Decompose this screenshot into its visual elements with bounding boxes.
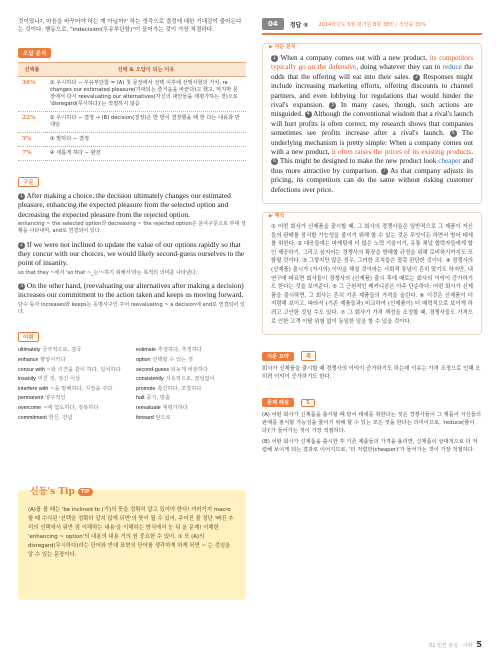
- question-number: 04: [262, 18, 284, 30]
- left-column: [18, 18, 246, 422]
- structure-section: [18, 169, 246, 316]
- vocab-item: consistently 지속적으로, 끊임없이: [136, 376, 215, 383]
- sentence-number-icon: 1: [19, 192, 24, 199]
- answer-label: 정답 ⑤: [289, 21, 309, 29]
- vocab-item: concur with ~와 의견을 같이 하다, 일치하다: [18, 366, 121, 373]
- sentence-number-icon: 7: [382, 167, 386, 174]
- table-row: [18, 133, 246, 147]
- sentence-number-icon: 3: [19, 282, 24, 289]
- vocab-item: reevaluate 재평가하다: [136, 404, 189, 411]
- vocab-item: halt 중지, 멈춤: [136, 395, 171, 402]
- page-number: 5: [476, 640, 482, 649]
- vocab-list: [18, 347, 246, 422]
- sentence-number-icon: 2: [19, 241, 24, 248]
- error-analysis-table: [18, 62, 246, 161]
- solution-section: [262, 389, 482, 454]
- passage-label: ▶ 지문 분석: [269, 44, 296, 50]
- right-column: [262, 18, 482, 454]
- structure-note-3: 단수 동사 increases와 keeps는 동명사구인 주어 reevaluating ~ a decision에 and로 연결되어 있다.: [18, 301, 245, 315]
- sentence-number-icon: 4: [306, 111, 310, 118]
- vocab-item: ultimately 궁극적으로, 결국: [18, 347, 82, 354]
- footer-label: 01 빈칸 완성 · 어휘: [429, 643, 473, 649]
- vocab-item: promote 촉진하다, 조장하다: [136, 385, 202, 392]
- gist-section: [262, 343, 482, 381]
- error-analysis-tag: 오답 분석: [18, 48, 51, 58]
- rate-cell: 36%: [18, 77, 46, 112]
- tip-title: 신동's Tip TIP: [30, 484, 93, 497]
- passage-box: [262, 43, 482, 204]
- question-header: [262, 18, 482, 35]
- solution-text-a: (A) 어떤 회사가 신제품을 출시할 때 방어 태세를 취한다는 것은 경쟁사들이 그 제품이 자신들의 판매를 잠식할 가능성을 줄이기 위해 할 수 있는 모든 것을 한다는 의미이므로, 'reduce(줄이다)'가 들어가는 것이 가장 적절하다.: [262, 412, 481, 435]
- table-row: [18, 112, 246, 133]
- intro-text: 것이었나?, 마음을 바꾸어야 하는 게 아닐까?' 하는 생각으로 결정에 대한 기대감이 줄어든다는 것이다. 행동으로, "indecision(우유부단함)"이 들어가는 것이 가장 적절하다.: [18, 19, 242, 33]
- vocab-item: forward 앞으로: [136, 414, 171, 421]
- reason-cell: ② 우시하다 − 결정 → (B) decision(결정)은 반 방이 결정했을 때 한 다는 내용과 반대임: [46, 112, 246, 133]
- reason-cell: ① 우시하다 − 우유부단함 = (A) 첫 문장에서 선택 이후에 선택사항의 가치, re changes our estimated pleasure(기대되는 즐거움을 바꾼다)고 했고, 마지막 문장에서 다시 reevaluating our alternatives(자신의 대안들을 재평가하는 것)으로 'disregard(무시하다)'는 적절하지 않음: [46, 77, 246, 112]
- error-analysis-section: [18, 40, 246, 161]
- structure-note-2: so that they ~에서 'so that ~_는'~하기 위해서'라는 목적의 의미를 나타낸다.: [18, 269, 198, 276]
- structure-sentence-3: 3 On the other hand, (reevaluating our alternatives after making a decision) increases our commitment to the action taken and keeps us moving forward.: [18, 281, 244, 300]
- question-source: 2014학년도 6월 평가원 B형 38번 / 정답률 35%: [318, 21, 427, 28]
- structure-note-1: enhancing ~ the selected option과 decreasing ~ the rejected option은 분사구문으로 부대 상황을 나타내며, and로 연결되어 있다.: [18, 220, 246, 235]
- vocab-item: option 선택할 수 있는 것: [136, 357, 193, 363]
- solution-text-b: (B) 어떤 회사가 신제품을 출시한 후 기존 제품들의 가격을 올리면, 신제품이 상대적으로 더 저렴해 보이게 되는 결과로 이어지므로, '더 저렴한(cheaper)'가 들어가는 것이 가장 적절하다.: [262, 439, 478, 454]
- vocab-item: overcome ~에 압도하다, 정복하다: [18, 404, 99, 411]
- solution-label: 문제 해설: [262, 398, 294, 407]
- reason-cell: ③ 발하다 − 결정: [46, 133, 246, 147]
- translation-text: ① 어떤 회사가 신제품을 출시할 때, 그 회사의 경쟁사들은 일반적으로 그 제품이 자신들의 판매를 잠식할 가능성을 줄이기 위해 할 수 있는 것은 무엇이든 하면서 방어 태세를 취한다. ② 대응들에는 마케팅에 더 많은 노력 기울이기, 유통 채널 협력자들에게 할인 제공하기, 그리고 심지어는 경쟁사의 확장을 방해할 규정을 위해 로비하기까지도 포함될 것이다. ③ 그렇지만 많은 경우, 그러한 조치들은 잘못 판단한 것이다. ④ 경쟁사의 (신제품) 출시가 (자사의) 이익을 해칠 것이라는 사회적 통념이 흔히 맞기도 하지만, 내 연구에 따르면 회사들이 경쟁사의 (신제품) 출시 후에 때로는 회사의 이익이 증가하기도 한다는 것을 보여준다. ⑤ 그 근원적인 메커니즘은 아주 단순하다: 어떤 회사가 신제품을 출시하면, 그 회사는 흔히 기존 제품들의 가격을 올린다. ⑥ 이것은 신제품이 더 저렴해 보이고, 따라서 (기존 제품들과) 비교하여 (신제품이) 더 매력적으로 보이게 하려고 고안한 것일 수도 있다. ⑦ 그 회사가 가격 책정을 조정할 때, 경쟁사들도 가격으로 인한 고객 이탈 위험 없이 동일한 일을 할 수 있을 것이다.: [271, 224, 474, 325]
- sentence-number-icon: 3: [330, 101, 335, 108]
- translation-box: [262, 212, 482, 335]
- structure-sentence-2: 2 If we were not inclined to update the value of our options rapidly so that they concur with our choices, we would likely second-guess ourselves to the point of insanity.: [18, 239, 245, 268]
- page-footer: [429, 640, 482, 649]
- vocab-tag: 어휘: [18, 332, 39, 342]
- table-header-rate: 선택률: [18, 63, 46, 77]
- structure-tag: 구문: [18, 177, 39, 187]
- vocab-item: permanent 영구적인: [18, 395, 66, 402]
- vocab-item: estimate 추정하다, 추정하다: [136, 347, 203, 354]
- passage-text: 1 When a company comes out with a new product, its competitors typically go on the defensive, doing whatever they can to reduce the odds that the offering will eat into their sales. 2 Responses might include increasing marketing efforts, offering discounts to channel partners, and even lobbying for regulations that would hinder the rival's expansion. 3 In many cases, though, such actions are misguided. 4 Although the conventional wisdom that a rival's launch will hurt profits is often correct, my research shows that companies sometimes see profits increase after a rival's launch. 5 The underlying mechanism is pretty simple: When a company comes out with a new product, it often raises the prices of its existing products. 6 This might be designed to make the new product look cheaper and thus more attractive by comparison. 7 As that company adjusts its pricing, its competitors can do the same without risking customer defections over price.: [271, 54, 473, 194]
- reason-cell: ④ 세롭게 하다 − 완전: [46, 147, 246, 161]
- vocab-item: interfere with ~을 방해하다, 지장을 주다: [18, 385, 113, 392]
- rate-cell: 5%: [18, 133, 46, 147]
- vocab-section: [18, 324, 246, 422]
- table-row: [18, 77, 246, 112]
- tip-badge: TIP: [78, 488, 93, 496]
- vocab-item: enhance 향상시키다: [18, 357, 66, 363]
- table-row: [18, 147, 246, 161]
- gist-label: 지문 요약: [262, 352, 294, 361]
- table-header-reason: 선택 & 오답이 되는 이유: [46, 63, 246, 77]
- sentence-number-icon: 2: [414, 73, 419, 80]
- solution-badge: 5: [301, 399, 315, 407]
- sentence-number-icon: 5: [451, 130, 455, 137]
- vocab-item: second-guess 뒤늦게 비판하다: [136, 366, 209, 373]
- rate-cell: 22%: [18, 112, 46, 133]
- sentence-number-icon: 1: [272, 54, 277, 61]
- vocab-item: insanity 미친 짓, 정신 이상: [18, 376, 81, 383]
- tip-box: [18, 487, 246, 600]
- vocab-item: commitment 헌신, 전념: [18, 414, 73, 421]
- structure-sentence-1: 1 After making a choice, the decision ultimately changes our estimated pleasure, enhancing the expected pleasure from the selected option and decreasing the expected pleasure from the rejected option.: [18, 191, 231, 219]
- sentence-number-icon: 6: [272, 158, 277, 165]
- gist-text: 회사가 신제품을 출시할 때 경쟁사의 이익이 증가하기도 하는데 이유는 가격 조정으로 인해 오히려 이익이 증가하기도 한다.: [262, 366, 481, 381]
- rate-cell: 7%: [18, 147, 46, 161]
- translation-label: ▶ 해석: [269, 213, 285, 220]
- tip-text: (A)를 볼 때는 'be inclined to (기)의 뜻을 정확히 알고 있어야 한다! 여러가지 macro 할 때 수식된 '선택을 정확히 알지 않게 되면'의 뜻이 될 수 있어, 주어진 볼 정단 '빠진 추리의 선택에서 위반 점 이해하는 내용'을 이해하는 방식에서 눈 뒤 올 문제! 이해한 'enhancing ~ option'의 내용의 내용 거의 원 중요한 수 있어. ① 또 (A)의 disregard(무시하다)라는 단어와 반대 표현의 단어를 생각하게 하게 되면 ~ 는 것임을 알 수 있는 문장이다.: [28, 507, 234, 558]
- gist-badge: 쪽: [301, 351, 316, 361]
